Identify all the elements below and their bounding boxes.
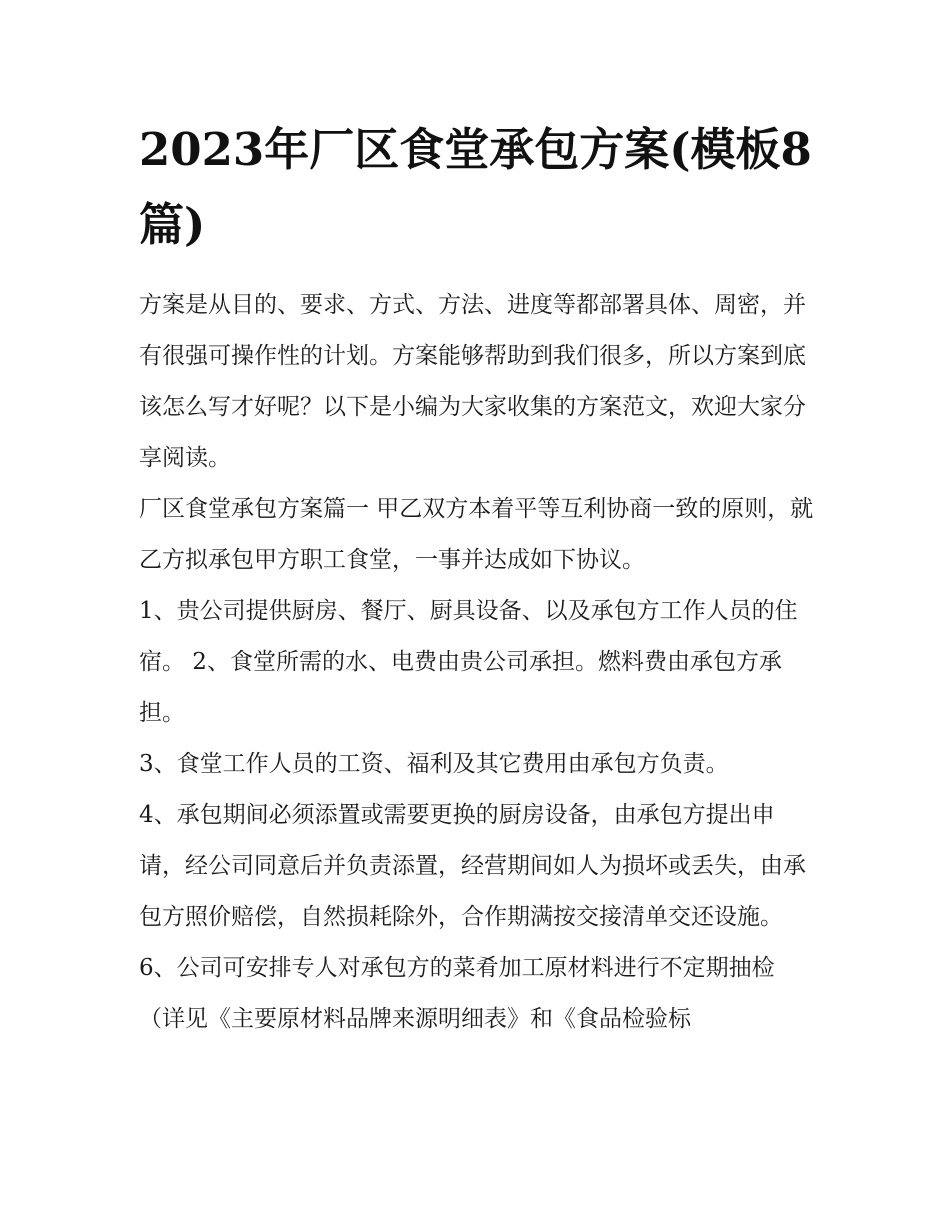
section-one-paragraph: 厂区食堂承包方案篇一 甲乙双方本着平等互利协商一致的原则，就乙方拟承包甲方职工食堂，一事并达成如下协议。 [139,496,814,573]
clause-4-paragraph: 4、承包期间必须添置或需要更换的厨房设备，由承包方提出申请，经公司同意后并负责添置，经营期间如人为损坏或丢失，由承包方照价赔偿，自然损耗除外，合作期满按交接清单交还设施。 [139,802,806,930]
document-body [139,280,815,1045]
intro-paragraph: 方案是从目的、要求、方式、方法、进度等都部署具体、周密，并有很强可操作性的计划。方案能够帮助到我们很多，所以方案到底该怎么写才好呢？以下是小编为大家收集的方案范文，欢迎大家分享阅读。 [139,292,806,471]
clause-1-2-paragraph: 1、贵公司提供厨房、餐厅、厨具设备、以及承包方工作人员的住宿。 2、食堂所需的水、电费由贵公司承担。燃料费由承包方承担。 [139,598,798,726]
clause-6-paragraph: 6、公司可安排专人对承包方的菜肴加工原材料进行不定期抽检（详见《主要原材料品牌来源明细表》和《食品检验标 [139,955,775,1032]
document-title: 2023年厂区食堂承包方案(模板8篇) [139,123,812,251]
clause-3-paragraph: 3、食堂工作人员的工资、福利及其它费用由承包方负责。 [139,751,729,777]
